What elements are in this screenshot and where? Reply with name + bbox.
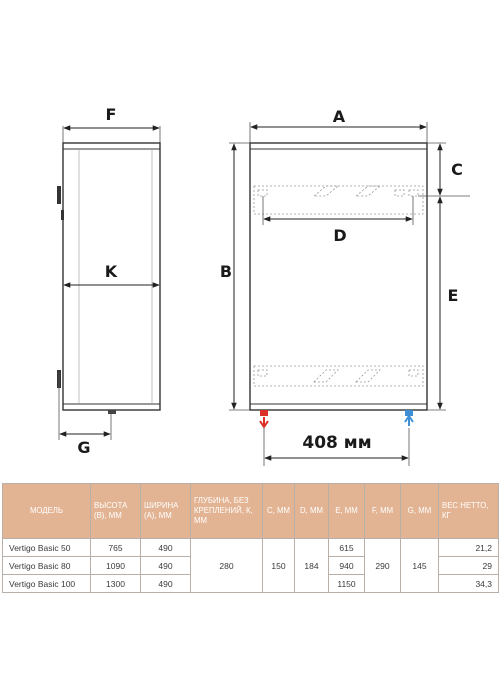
dimension-b-label: B (219, 262, 233, 281)
header-d: D, ММ (295, 484, 329, 539)
hot-water-outlet-icon (260, 410, 268, 427)
cell-e: 940 (329, 557, 365, 575)
header-model: МОДЕЛЬ (3, 484, 91, 539)
wall-bracket-top (57, 186, 61, 204)
cell-e: 615 (329, 539, 365, 557)
dimension-g-label: G (77, 438, 91, 457)
header-depth: ГЛУБИНА, БЕЗ КРЕПЛЕНИЙ, К, ММ (191, 484, 263, 539)
front-view (220, 107, 470, 466)
cell-width: 490 (141, 557, 191, 575)
cell-depth: 280 (191, 539, 263, 593)
table-header-row (3, 484, 499, 539)
dimension-d-label: D (333, 226, 347, 245)
cell-width: 490 (141, 539, 191, 557)
header-c: С, ММ (263, 484, 295, 539)
header-weight: ВЕС НЕТТО, КГ (439, 484, 499, 539)
cell-height: 1300 (91, 575, 141, 593)
cell-model: Vertigo Basic 50 (3, 539, 91, 557)
pipe-spacing-label: 408 мм (302, 433, 372, 453)
header-width: ШИРИНА (А), ММ (141, 484, 191, 539)
cell-model: Vertigo Basic 80 (3, 557, 91, 575)
cell-weight: 34,3 (439, 575, 499, 593)
cell-weight: 21,2 (439, 539, 499, 557)
table-row (3, 539, 499, 557)
dimension-a-label: A (332, 107, 346, 126)
header-e: Е, ММ (329, 484, 365, 539)
header-height: ВЫСОТА (В), ММ (91, 484, 141, 539)
cell-c: 150 (263, 539, 295, 593)
cell-width: 490 (141, 575, 191, 593)
cell-weight: 29 (439, 557, 499, 575)
cold-water-inlet-icon (405, 410, 413, 426)
cell-e: 1150 (329, 575, 365, 593)
header-f: F, ММ (365, 484, 401, 539)
specifications-table (2, 483, 499, 593)
cell-model: Vertigo Basic 100 (3, 575, 91, 593)
side-view (57, 105, 160, 457)
dimension-f-label: F (105, 105, 117, 124)
cell-f: 290 (365, 539, 401, 593)
cell-d: 184 (295, 539, 329, 593)
dimension-k-label: K (104, 262, 118, 281)
dimension-c-label: C (451, 160, 463, 179)
cell-height: 1090 (91, 557, 141, 575)
dimension-e-label: E (447, 286, 459, 305)
cell-g: 145 (401, 539, 439, 593)
header-g: G, ММ (401, 484, 439, 539)
cell-height: 765 (91, 539, 141, 557)
